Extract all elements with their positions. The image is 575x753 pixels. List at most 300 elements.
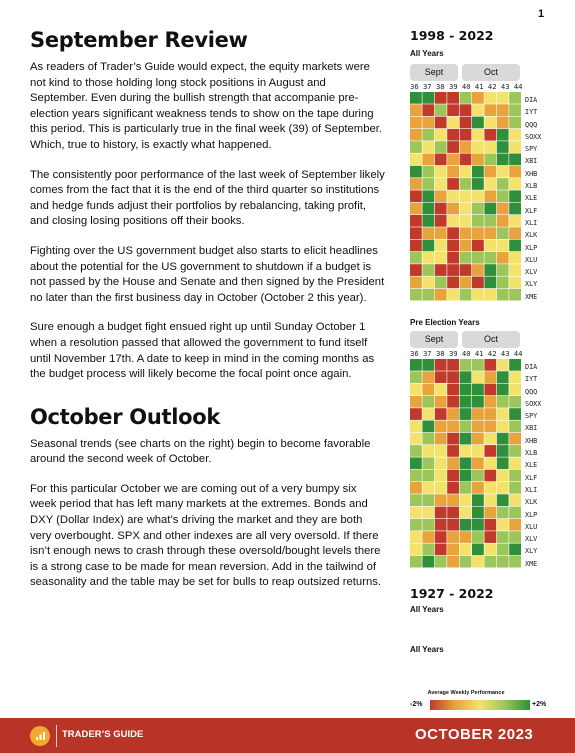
heatmap-cell	[460, 445, 472, 457]
heatmap-cell	[472, 154, 484, 166]
heatmap-cell	[447, 519, 459, 531]
heatmap-cell	[484, 264, 496, 276]
heatmap-cell	[472, 359, 484, 371]
heatmap-cell	[460, 264, 472, 276]
heatmap-cell	[435, 289, 447, 301]
heatmap-cell	[460, 433, 472, 445]
heatmap-cell	[435, 104, 447, 116]
heatmap-cell	[472, 494, 484, 506]
heatmap-cell	[435, 240, 447, 252]
ticker-label: XLY	[525, 280, 538, 289]
heatmap-cell	[509, 203, 521, 215]
heatmap-cell	[410, 408, 422, 420]
heatmap-cell	[447, 457, 459, 469]
heatmap-cell	[509, 494, 521, 506]
heatmap-cell	[410, 494, 422, 506]
heatmap-cell	[497, 289, 509, 301]
ticker-label: XLY	[525, 547, 538, 556]
ticker-label: XLI	[525, 218, 538, 227]
heatmap-cell	[509, 544, 521, 556]
heatmap-cell	[484, 396, 496, 408]
heatmap-cell	[422, 154, 434, 166]
heatmap-cell	[509, 215, 521, 227]
heatmap-cell	[447, 215, 459, 227]
heatmap-cell	[497, 117, 509, 129]
heatmap-cell	[509, 421, 521, 433]
heatmap-cell	[497, 190, 509, 202]
heatmap-cell	[460, 178, 472, 190]
heatmap-cell	[509, 252, 521, 264]
heatmap-cell	[410, 507, 422, 519]
heatmap-cell	[472, 227, 484, 239]
heatmap-cell	[472, 531, 484, 543]
heatmap2-tickers	[525, 361, 541, 570]
heatmap-cell	[422, 457, 434, 469]
heatmap-cell	[509, 359, 521, 371]
heatmap-cell	[422, 470, 434, 482]
heatmap-cell	[497, 544, 509, 556]
heatmap-cell	[435, 544, 447, 556]
heatmap-cell	[484, 141, 496, 153]
heatmap-cell	[460, 154, 472, 166]
heatmap-cell	[484, 556, 496, 568]
heatmap-cell	[422, 359, 434, 371]
heatmap-cell	[447, 166, 459, 178]
heatmap-cell	[484, 371, 496, 383]
heatmap-cell	[410, 92, 422, 104]
heatmap-cell	[435, 227, 447, 239]
heatmap-cell	[410, 252, 422, 264]
ticker-label: XLV	[525, 268, 538, 277]
heatmap-cell	[447, 507, 459, 519]
heatmap-cell	[447, 129, 459, 141]
heatmap-cell	[410, 264, 422, 276]
ticker-label: DIA	[525, 363, 538, 371]
heatmap-cell	[497, 519, 509, 531]
heatmap-cell	[472, 408, 484, 420]
heatmap-cell	[410, 371, 422, 383]
heatmap-cell	[410, 141, 422, 153]
heatmap-cell	[447, 371, 459, 383]
heatmap-cell	[484, 457, 496, 469]
heatmap-cell	[410, 421, 422, 433]
heatmap-cell	[460, 421, 472, 433]
heatmap-cell	[435, 371, 447, 383]
heatmap-cell	[447, 227, 459, 239]
heatmap-cell	[509, 408, 521, 420]
heatmap-cell	[422, 92, 434, 104]
ticker-label: XLP	[525, 510, 538, 519]
heatmap-cell	[447, 264, 459, 276]
heatmap-cell	[460, 92, 472, 104]
heatmap-cell	[509, 433, 521, 445]
ticker-label: QQQ	[525, 387, 538, 396]
heatmap-cell	[472, 178, 484, 190]
heatmap-cell	[422, 482, 434, 494]
heatmap-cell	[484, 482, 496, 494]
heatmap-cell	[497, 433, 509, 445]
heatmap-cell	[435, 421, 447, 433]
chart-bars-icon	[30, 726, 50, 746]
heatmap-cell	[422, 507, 434, 519]
heatmap-cell	[497, 215, 509, 227]
heatmap-cell	[497, 408, 509, 420]
september-paragraph-1: As readers of Trader’s Guide would expect, the equity markets were not kind to those holding long stock positions in August and September. Even during the bullish strength that accompanie pre-election years significant weakness tends to show on the tape during this period. This is particularly true in the final week (39) of September. Which, true to history, is exactly what happened.	[30, 61, 383, 151]
heatmap-cell	[447, 556, 459, 568]
heatmap-cell	[410, 166, 422, 178]
heatmap-cell	[435, 117, 447, 129]
heatmap-cell	[497, 264, 509, 276]
heatmap-cell	[410, 129, 422, 141]
heatmap-cell	[497, 240, 509, 252]
ticker-label: XLU	[525, 522, 538, 531]
heatmap-cell	[509, 277, 521, 289]
heatmap-cell	[484, 129, 496, 141]
heatmap-cell	[509, 154, 521, 166]
heatmap-cell	[472, 166, 484, 178]
heatmap-cell	[422, 252, 434, 264]
ticker-label: DIA	[525, 96, 538, 104]
ticker-label: XLE	[525, 461, 538, 470]
heatmap-cell	[484, 531, 496, 543]
heatmap-cell	[435, 277, 447, 289]
heatmap-cell	[497, 178, 509, 190]
heatmap-cell	[410, 445, 422, 457]
heatmap2-subtitle: Pre Election Years	[410, 318, 480, 327]
heatmap-cell	[422, 104, 434, 116]
heatmap-cell	[410, 117, 422, 129]
legend-color-bar	[430, 700, 530, 710]
heatmap-cell	[422, 421, 434, 433]
heatmap-cell	[410, 544, 422, 556]
heatmap-cell	[422, 190, 434, 202]
heatmap-cell	[484, 408, 496, 420]
heatmap-cell	[447, 470, 459, 482]
heatmap-cell	[472, 445, 484, 457]
heatmap-cell	[422, 215, 434, 227]
heatmap-cell	[509, 556, 521, 568]
heatmap-cell	[509, 457, 521, 469]
heatmap-cell	[484, 421, 496, 433]
heatmap-cell	[435, 166, 447, 178]
heatmap-cell	[472, 141, 484, 153]
heatmap-cell	[435, 215, 447, 227]
heatmap-cell	[422, 203, 434, 215]
heatmap-cell	[484, 519, 496, 531]
ticker-label: XLU	[525, 255, 538, 264]
heatmap-cell	[422, 384, 434, 396]
september-paragraph-4: Sure enough a budget fight ensued right up until Sunday October 1 when a resolution passed that allowed the government to fund itself until November 17th. A date to keep in mind in the coming months as the budget process will likely become the focal point once again.	[30, 321, 375, 381]
heatmap-cell	[497, 166, 509, 178]
legend	[410, 690, 550, 708]
heatmap-cell	[509, 507, 521, 519]
heatmap-cell	[484, 507, 496, 519]
heatmap-cell	[472, 117, 484, 129]
heatmap-cell	[447, 240, 459, 252]
heatmap-cell	[410, 556, 422, 568]
heatmap-cell	[410, 482, 422, 494]
heatmap-cell	[410, 470, 422, 482]
heatmap-cell	[497, 556, 509, 568]
footer-issue-date: OCTOBER 2023	[415, 726, 534, 743]
ticker-label: XME	[525, 292, 538, 301]
heatmap-cell	[422, 240, 434, 252]
heatmap-cell	[472, 277, 484, 289]
heatmap-cell	[422, 289, 434, 301]
heatmap-cell	[460, 507, 472, 519]
heatmap-cell	[472, 264, 484, 276]
heatmap2-month-sept: Sept	[410, 331, 458, 348]
heatmap-cell	[472, 482, 484, 494]
heatmap-cell	[509, 396, 521, 408]
ticker-label: XME	[525, 559, 538, 568]
ticker-label: QQQ	[525, 120, 538, 129]
heatmap-cell	[460, 104, 472, 116]
heatmap-cell	[422, 264, 434, 276]
legend-title: Average Weekly Performance	[427, 690, 505, 696]
heatmap-cell	[460, 215, 472, 227]
section3-subtitle-a: All Years	[410, 605, 444, 614]
ticker-label: XLE	[525, 194, 538, 203]
heatmap-cell	[460, 544, 472, 556]
ticker-label: IYT	[525, 108, 538, 117]
heatmap-cell	[497, 457, 509, 469]
heatmap-cell	[509, 190, 521, 202]
heatmap-cell	[472, 252, 484, 264]
heatmap-cell	[509, 240, 521, 252]
heatmap-cell	[484, 252, 496, 264]
ticker-label: XLP	[525, 243, 538, 252]
heatmap-cell	[435, 92, 447, 104]
heatmap-cell	[422, 445, 434, 457]
heatmap-cell	[460, 277, 472, 289]
heatmap-cell	[422, 277, 434, 289]
october-outlook-heading: October Outlook	[30, 404, 221, 429]
ticker-label: SOXX	[525, 132, 542, 141]
heatmap-cell	[472, 240, 484, 252]
heatmap-cell	[410, 227, 422, 239]
heatmap-cell	[484, 166, 496, 178]
ticker-label: SPY	[525, 145, 538, 154]
heatmap-cell	[509, 227, 521, 239]
heatmap-cell	[410, 433, 422, 445]
ticker-label: XLB	[525, 182, 538, 191]
heatmap1-range: 1998 - 2022	[410, 28, 494, 43]
heatmap-cell	[472, 470, 484, 482]
heatmap-cell	[509, 519, 521, 531]
heatmap-cell	[447, 252, 459, 264]
heatmap-cell	[472, 203, 484, 215]
heatmap-cell	[410, 190, 422, 202]
heatmap-cell	[509, 384, 521, 396]
heatmap-cell	[422, 494, 434, 506]
heatmap-cell	[422, 166, 434, 178]
heatmap-cell	[472, 519, 484, 531]
heatmap-cell	[484, 154, 496, 166]
heatmap-cell	[460, 384, 472, 396]
heatmap-cell	[472, 396, 484, 408]
footer-brand: TRADER’S GUIDE	[62, 729, 144, 740]
heatmap-cell	[447, 277, 459, 289]
heatmap-cell	[447, 384, 459, 396]
heatmap-cell	[497, 531, 509, 543]
heatmap-cell	[435, 470, 447, 482]
heatmap-cell	[484, 227, 496, 239]
legend-high-label: +2%	[532, 701, 547, 708]
heatmap-cell	[447, 445, 459, 457]
heatmap1-grid	[410, 92, 522, 314]
heatmap1-subtitle: All Years	[410, 49, 444, 58]
heatmap-cell	[509, 166, 521, 178]
heatmap-cell	[460, 289, 472, 301]
heatmap-cell	[447, 396, 459, 408]
heatmap-cell	[410, 154, 422, 166]
heatmap-cell	[422, 178, 434, 190]
heatmap-cell	[447, 178, 459, 190]
ticker-label: XHB	[525, 436, 538, 445]
heatmap-cell	[484, 117, 496, 129]
heatmap2-week-labels: 36 37 38 39 40 41 42 43 44	[410, 349, 523, 358]
heatmap-cell	[422, 544, 434, 556]
heatmap-cell	[497, 154, 509, 166]
heatmap-cell	[472, 104, 484, 116]
heatmap-cell	[410, 384, 422, 396]
heatmap-cell	[460, 359, 472, 371]
heatmap-cell	[460, 117, 472, 129]
heatmap-cell	[472, 289, 484, 301]
heatmap-cell	[460, 371, 472, 383]
heatmap-cell	[422, 129, 434, 141]
heatmap-cell	[484, 277, 496, 289]
heatmap-cell	[472, 190, 484, 202]
heatmap-cell	[460, 129, 472, 141]
heatmap-cell	[497, 482, 509, 494]
ticker-label: XLF	[525, 473, 538, 482]
heatmap-cell	[410, 289, 422, 301]
heatmap-cell	[472, 433, 484, 445]
heatmap-cell	[484, 433, 496, 445]
heatmap-cell	[460, 396, 472, 408]
heatmap-cell	[497, 104, 509, 116]
heatmap-cell	[472, 129, 484, 141]
heatmap-cell	[484, 178, 496, 190]
heatmap-cell	[435, 507, 447, 519]
heatmap-cell	[460, 470, 472, 482]
ticker-label: XLK	[525, 231, 538, 240]
ticker-label: XLK	[525, 498, 538, 507]
ticker-label: XBI	[525, 157, 538, 166]
heatmap-cell	[460, 252, 472, 264]
heatmap-cell	[484, 190, 496, 202]
ticker-label: XLI	[525, 485, 538, 494]
article-column	[30, 28, 385, 591]
heatmap-cell	[472, 92, 484, 104]
heatmap-cell	[509, 289, 521, 301]
heatmap-cell	[497, 227, 509, 239]
heatmap-cell	[435, 178, 447, 190]
ticker-label: SOXX	[525, 399, 542, 408]
heatmap-cell	[460, 141, 472, 153]
ticker-label: XLB	[525, 449, 538, 458]
heatmap-cell	[509, 129, 521, 141]
heatmap-cell	[497, 445, 509, 457]
heatmap-cell	[509, 264, 521, 276]
heatmap-cell	[484, 104, 496, 116]
heatmap-cell	[497, 421, 509, 433]
heatmap-cell	[447, 359, 459, 371]
heatmap-cell	[484, 384, 496, 396]
heatmap-cell	[447, 544, 459, 556]
heatmap-cell	[410, 519, 422, 531]
heatmap-cell	[410, 240, 422, 252]
heatmap-cell	[484, 494, 496, 506]
heatmap-cell	[435, 129, 447, 141]
section3-subtitle-b: All Years	[410, 645, 444, 654]
heatmap-cell	[460, 227, 472, 239]
heatmap-cell	[472, 371, 484, 383]
heatmap-cell	[410, 359, 422, 371]
heatmap-cell	[410, 178, 422, 190]
heatmap-cell	[484, 359, 496, 371]
heatmap-cell	[410, 396, 422, 408]
heatmap-cell	[460, 531, 472, 543]
heatmap-cell	[422, 433, 434, 445]
heatmap-cell	[484, 203, 496, 215]
heatmap-cell	[435, 433, 447, 445]
heatmap-cell	[435, 190, 447, 202]
ticker-label: IYT	[525, 375, 538, 384]
september-review-heading: September Review	[30, 28, 248, 52]
heatmap-cell	[447, 482, 459, 494]
ticker-label: XLV	[525, 535, 538, 544]
heatmap-cell	[472, 384, 484, 396]
heatmap-cell	[410, 215, 422, 227]
heatmap-cell	[410, 203, 422, 215]
heatmap-cell	[497, 507, 509, 519]
ticker-label: XLF	[525, 206, 538, 215]
heatmap-cell	[460, 519, 472, 531]
heatmap-cell	[435, 494, 447, 506]
heatmap-cell	[410, 531, 422, 543]
heatmap-cell	[447, 104, 459, 116]
heatmap-cell	[447, 190, 459, 202]
heatmap-cell	[497, 141, 509, 153]
heatmap-cell	[435, 482, 447, 494]
heatmap-cell	[460, 203, 472, 215]
heatmap-cell	[509, 117, 521, 129]
heatmap-cell	[497, 252, 509, 264]
october-paragraph-2: For this particular October we are coming out of a very bumpy six week period that has left many markets at the extremes. Bonds and DXY (Dollar Index) are what’s driving the market and they are both very overbought. SPX and other indexes are all very oversold. If there isn’t enough news to crash through these oversold/bought levels there is a strong case to be made for mean reversion. Add in the tailwind of seasonality and the table may be set for bulls to reap outsized returns.	[30, 482, 382, 589]
ticker-label: XHB	[525, 169, 538, 178]
heatmap-cell	[472, 544, 484, 556]
heatmap-cell	[422, 371, 434, 383]
september-paragraph-3: Fighting over the US government budget also starts to elicit headlines about the potential for the US government to shutdown if a budget is not passed by the House and Senate and then signed by the President no later than the first business day in October (October 2 this year).	[30, 244, 385, 304]
october-paragraph-1: Seasonal trends (see charts on the right) begin to become favorable around the second week of October.	[30, 437, 371, 466]
heatmap-cell	[435, 384, 447, 396]
heatmap-cell	[422, 519, 434, 531]
heatmap-cell	[497, 494, 509, 506]
heatmap-cell	[509, 178, 521, 190]
heatmap-cell	[435, 519, 447, 531]
heatmap-cell	[460, 482, 472, 494]
heatmap-cell	[484, 215, 496, 227]
heatmap1-week-labels: 36 37 38 39 40 41 42 43 44	[410, 82, 523, 91]
heatmap-cell	[484, 92, 496, 104]
heatmap-cell	[460, 166, 472, 178]
heatmap-cell	[447, 531, 459, 543]
heatmap-cell	[447, 117, 459, 129]
heatmap-cell	[447, 408, 459, 420]
